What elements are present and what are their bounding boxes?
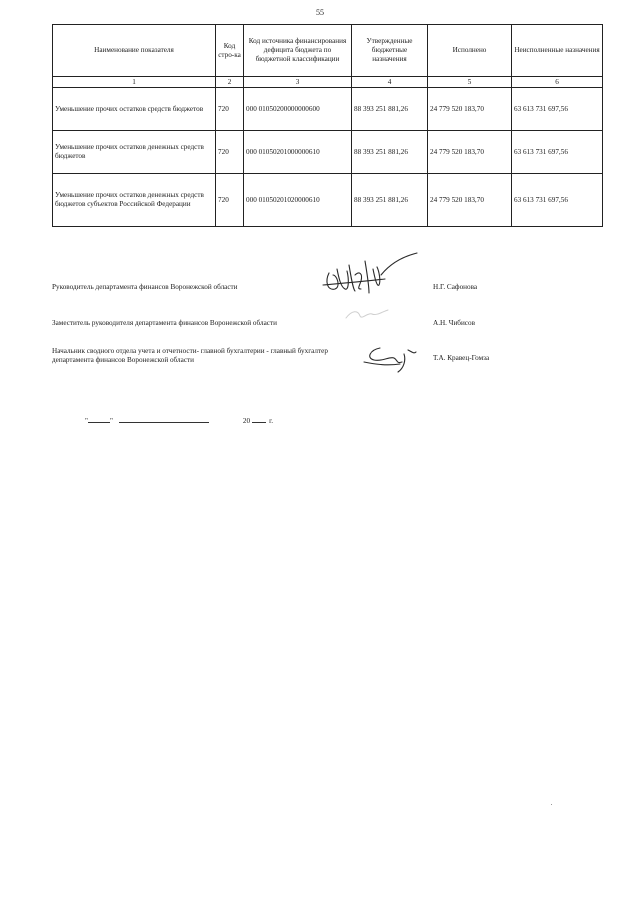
date-month-blank xyxy=(119,414,209,423)
row-line-code: 720 xyxy=(216,131,244,174)
handwritten-signature-icon xyxy=(315,245,425,303)
row-source-code: 000 01050200000000600 xyxy=(244,88,352,131)
row-executed: 24 779 520 183,70 xyxy=(428,131,512,174)
signatory-name-chief-accountant: Т.А. Кравец-Гомза xyxy=(433,354,490,362)
page-number: 55 xyxy=(316,8,324,17)
table-header-row xyxy=(53,25,603,77)
signatory-position-head: Руководитель департамента финансов Воронежской области xyxy=(52,283,238,291)
row-approved: 88 393 251 881,26 xyxy=(352,174,428,227)
row-line-code: 720 xyxy=(216,174,244,227)
header-approved: Утвержденные бюджетные назначения xyxy=(352,25,428,77)
header-executed: Исполнено xyxy=(428,25,512,77)
row-unexecuted: 63 613 731 697,56 xyxy=(512,88,603,131)
column-number: 6 xyxy=(512,77,603,88)
column-number-row xyxy=(53,77,603,88)
row-approved: 88 393 251 881,26 xyxy=(352,88,428,131)
date-quote-open: " xyxy=(85,417,88,425)
row-source-code: 000 01050201020000610 xyxy=(244,174,352,227)
date-day-blank xyxy=(88,414,110,423)
header-source-code: Код источника финансирования дефицита бюджета по бюджетной классификации xyxy=(244,25,352,77)
date-year-blank xyxy=(252,414,266,423)
faint-signature-icon xyxy=(342,306,392,324)
signatory-name-deputy: А.Н. Чибисов xyxy=(433,319,475,327)
column-number: 2 xyxy=(216,77,244,88)
table-row xyxy=(53,131,603,174)
header-indicator-name: Наименование показателя xyxy=(53,25,216,77)
column-number: 5 xyxy=(428,77,512,88)
date-year-suffix: г. xyxy=(269,417,273,425)
row-unexecuted: 63 613 731 697,56 xyxy=(512,174,603,227)
column-number: 4 xyxy=(352,77,428,88)
handwritten-signature-icon xyxy=(360,340,422,376)
column-number: 1 xyxy=(53,77,216,88)
date-year-prefix: 20 xyxy=(242,417,251,425)
row-approved: 88 393 251 881,26 xyxy=(352,131,428,174)
row-unexecuted: 63 613 731 697,56 xyxy=(512,131,603,174)
row-executed: 24 779 520 183,70 xyxy=(428,88,512,131)
header-unexecuted: Неисполненные назначения xyxy=(512,25,603,77)
row-indicator-name: Уменьшение прочих остатков средств бюджетов xyxy=(53,88,216,131)
row-indicator-name: Уменьшение прочих остатков денежных средств бюджетов xyxy=(53,131,216,174)
row-line-code: 720 xyxy=(216,88,244,131)
row-executed: 24 779 520 183,70 xyxy=(428,174,512,227)
signatory-position-deputy: Заместитель руководителя департамента финансов Воронежской области xyxy=(52,319,277,327)
table-row xyxy=(53,88,603,131)
column-number: 3 xyxy=(244,77,352,88)
scan-speck xyxy=(551,804,552,805)
signatory-position-chief-accountant: Начальник сводного отдела учета и отчетности- главной бухгалтерии - главный бухгалтер департамента финансов Воронежской области xyxy=(52,347,328,365)
header-line-code: Код стро-ка xyxy=(216,25,244,77)
signatory-name-head: Н.Г. Сафонова xyxy=(433,283,478,291)
date-line xyxy=(85,414,273,425)
row-indicator-name: Уменьшение прочих остатков денежных средств бюджетов субъектов Российской Федерации xyxy=(53,174,216,227)
budget-deficit-table xyxy=(52,24,603,227)
date-quote-close: " xyxy=(109,417,113,425)
table-row xyxy=(53,174,603,227)
row-source-code: 000 01050201000000610 xyxy=(244,131,352,174)
